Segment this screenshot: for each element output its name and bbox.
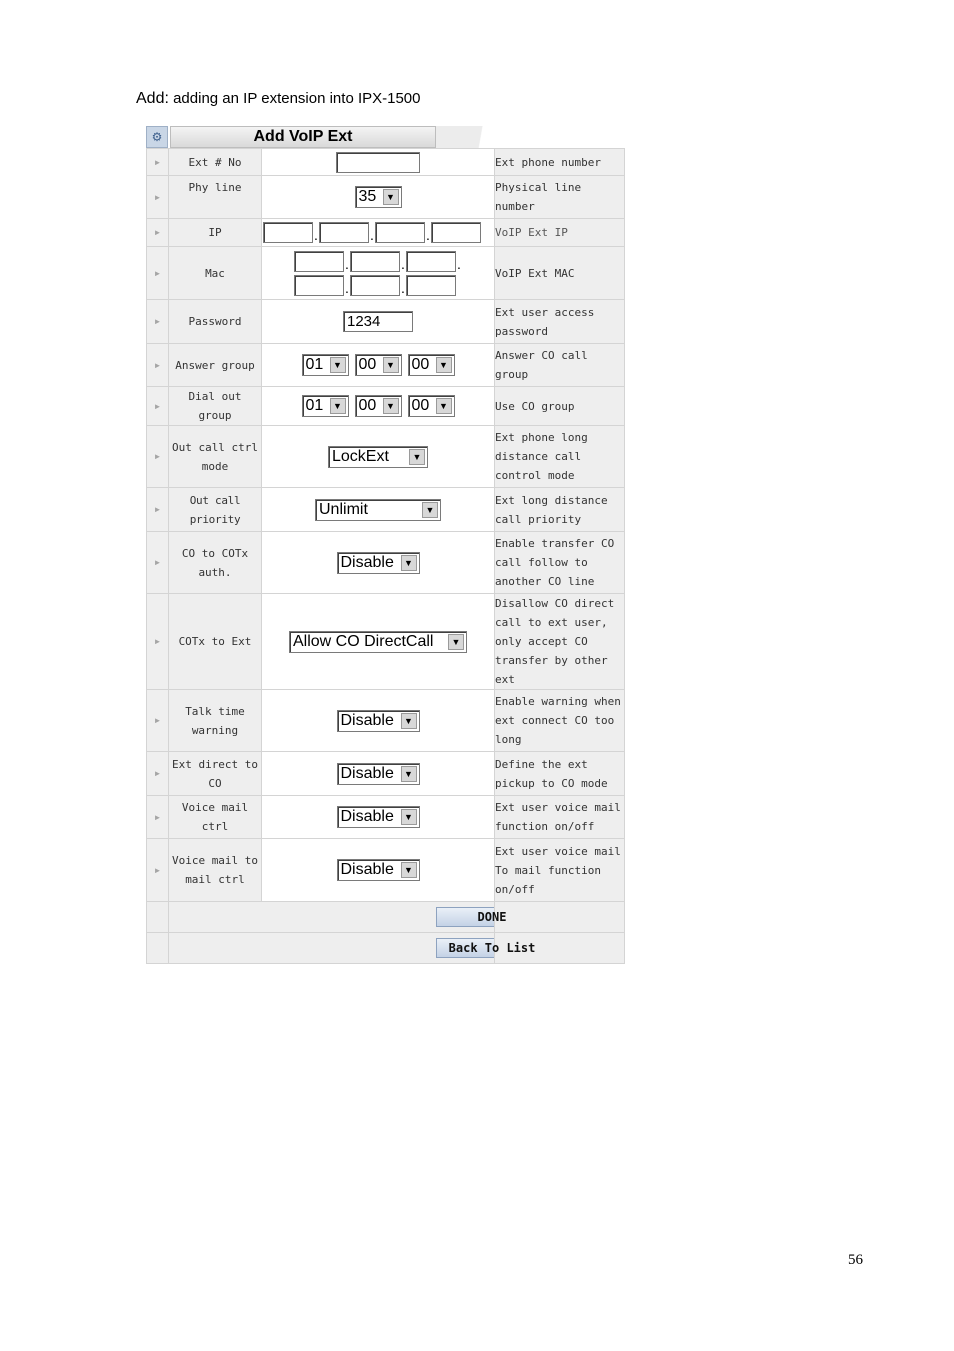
row-arrow-icon: ► [147,300,169,344]
ip-octet-4[interactable] [431,222,481,243]
row-cotx-to-ext [147,594,625,690]
row-voice-mail [147,796,625,839]
mac-byte-3[interactable] [406,251,456,272]
label-phy-line: Phy line [169,176,262,219]
ip-octet-3[interactable] [375,222,425,243]
label-out-call-priority: Out call priority [169,488,262,532]
desc-password: Ext user access password [495,300,625,344]
row-out-call-priority [147,488,625,532]
talk-time-select[interactable]: Disable ▼ [337,710,420,732]
row-arrow-icon: ► [147,839,169,902]
row-out-call-ctrl [147,426,625,488]
row-answer-group [147,344,625,387]
label-ext-no: Ext # No [169,149,262,176]
row-arrow-icon: ► [147,796,169,839]
chevron-down-icon: ▼ [436,398,452,414]
desc-out-call-ctrl: Ext phone long distance call control mode [495,426,625,488]
mac-byte-4[interactable] [294,275,344,296]
back-to-list-button[interactable]: Back To List [436,938,548,958]
mac-byte-1[interactable] [294,251,344,272]
chevron-down-icon: ▼ [383,189,399,205]
row-arrow-icon: ► [147,149,169,176]
row-ext-no [147,149,625,176]
row-arrow-icon: ► [147,176,169,219]
label-talk-time: Talk time warning [169,690,262,752]
ip-octet-2[interactable] [319,222,369,243]
label-ext-direct: Ext direct to CO [169,752,262,796]
row-arrow-icon: ► [147,247,169,300]
label-mac: Mac [169,247,262,300]
form-table [146,148,625,964]
desc-out-call-priority: Ext long distance call priority [495,488,625,532]
row-password [147,300,625,344]
chevron-down-icon: ▼ [401,766,417,782]
password-input[interactable]: 1234 [343,311,413,332]
chevron-down-icon: ▼ [401,809,417,825]
intro-line [136,90,421,108]
label-ip: IP [169,219,262,247]
chevron-down-icon: ▼ [436,357,452,373]
row-dial-out-group [147,387,625,426]
label-voice-mail-to-mail: Voice mail to mail ctrl [169,839,262,902]
ext-direct-select[interactable]: Disable ▼ [337,763,420,785]
chevron-down-icon: ▼ [401,555,417,571]
phy-line-select[interactable]: 35 ▼ [355,186,402,208]
row-ip: ► IP . . . VoIP Ext IP [147,219,625,247]
cotx-to-ext-select[interactable]: Allow CO DirectCall ▼ [289,631,467,653]
row-arrow-icon: ► [147,387,169,426]
row-arrow-icon: ► [147,344,169,387]
desc-ext-no: Ext phone number [495,149,625,176]
dial-out-group-select-3[interactable]: 00 ▼ [408,395,455,417]
answer-group-select-1[interactable]: 01 ▼ [302,354,349,376]
row-mac: ► Mac . . . . . VoIP Ext MAC [147,247,625,300]
intro-text: adding an IP extension into IPX-1500 [168,90,421,107]
answer-group-select-2[interactable]: 00 ▼ [355,354,402,376]
panel-title: Add VoIP Ext [170,126,436,148]
row-done [147,902,625,933]
row-arrow-icon: ► [147,752,169,796]
chevron-down-icon: ▼ [383,357,399,373]
label-out-call-ctrl: Out call ctrl mode [169,426,262,488]
desc-dial-out-group: Use CO group [495,387,625,426]
voice-mail-to-mail-select[interactable]: Disable ▼ [337,859,420,881]
desc-cotx-to-ext: Disallow CO direct call to ext user, only accept CO transfer by other ext [495,594,625,690]
row-arrow-icon: ► [147,219,169,247]
row-arrow-icon: ► [147,532,169,594]
chevron-down-icon: ▼ [448,634,464,650]
co-to-cotx-select[interactable]: Disable ▼ [337,552,420,574]
intro-lead: Add: [136,90,169,107]
title-tab-tail [436,126,516,148]
label-answer-group: Answer group [169,344,262,387]
mac-byte-6[interactable] [406,275,456,296]
chevron-down-icon: ▼ [422,502,438,518]
answer-group-select-3[interactable]: 00 ▼ [408,354,455,376]
chevron-down-icon: ▼ [330,357,346,373]
row-arrow-icon: ► [147,426,169,488]
out-call-ctrl-select[interactable]: LockExt ▼ [328,446,428,468]
row-ext-direct [147,752,625,796]
mac-byte-2[interactable] [350,251,400,272]
desc-mac: VoIP Ext MAC [495,247,625,300]
chevron-down-icon: ▼ [401,862,417,878]
row-phy-line [147,176,625,219]
ip-octet-1[interactable] [263,222,313,243]
label-password: Password [169,300,262,344]
voice-mail-select[interactable]: Disable ▼ [337,806,420,828]
dial-out-group-select-1[interactable]: 01 ▼ [302,395,349,417]
row-co-to-cotx [147,532,625,594]
desc-voice-mail: Ext user voice mail function on/off [495,796,625,839]
panel-titlebar [146,126,625,148]
ext-no-input[interactable] [336,152,420,173]
desc-phy-line: Physical line number [495,176,625,219]
row-talk-time [147,690,625,752]
settings-icon: ⚙ [146,126,168,148]
dial-out-group-select-2[interactable]: 00 ▼ [355,395,402,417]
desc-co-to-cotx: Enable transfer CO call follow to another CO line [495,532,625,594]
desc-talk-time: Enable warning when ext connect CO too long [495,690,625,752]
label-cotx-to-ext: COTx to Ext [169,594,262,690]
out-call-priority-select[interactable]: Unlimit ▼ [315,499,441,521]
done-button[interactable]: DONE [436,907,548,927]
row-voice-mail-to-mail [147,839,625,902]
chevron-down-icon: ▼ [401,713,417,729]
mac-byte-5[interactable] [350,275,400,296]
desc-voice-mail-to-mail: Ext user voice mail To mail function on/off [495,839,625,902]
row-back [147,933,625,964]
label-co-to-cotx: CO to COTx auth. [169,532,262,594]
chevron-down-icon: ▼ [409,449,425,465]
label-dial-out-group: Dial out group [169,387,262,426]
desc-ext-direct: Define the ext pickup to CO mode [495,752,625,796]
row-arrow-icon: ► [147,690,169,752]
chevron-down-icon: ▼ [383,398,399,414]
page-number: 56 [848,1252,863,1268]
add-voip-ext-panel [146,126,625,964]
label-voice-mail: Voice mail ctrl [169,796,262,839]
row-arrow-icon: ► [147,594,169,690]
chevron-down-icon: ▼ [330,398,346,414]
row-arrow-icon: ► [147,488,169,532]
desc-ip: VoIP Ext IP [495,219,625,247]
desc-answer-group: Answer CO call group [495,344,625,387]
